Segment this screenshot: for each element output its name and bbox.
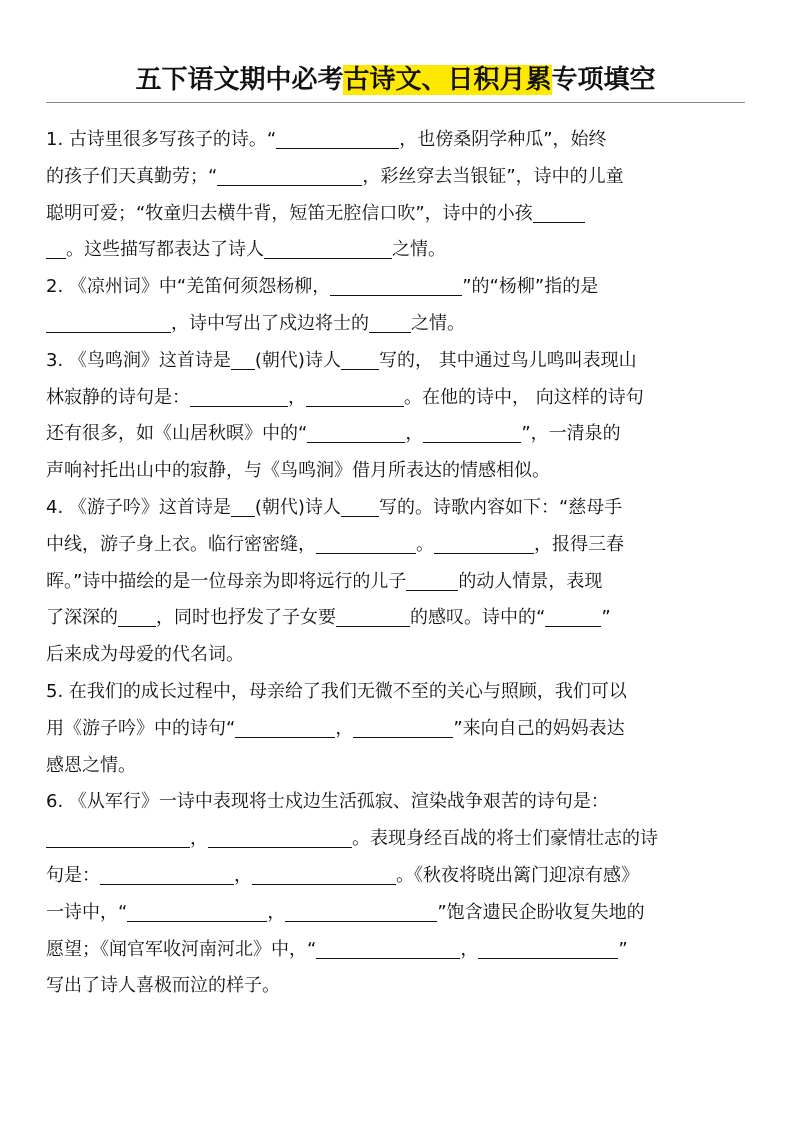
fill-in-blank[interactable] <box>341 492 379 517</box>
line-text: ，彩丝穿去当银钲”，诗中的儿童 <box>362 165 624 187</box>
line-text: 。这些描写都表达了诗人 <box>66 239 264 261</box>
fill-in-blank[interactable] <box>478 934 618 959</box>
text-line <box>46 269 746 306</box>
line-text: 中线，游子身上衣。临行密密缝， <box>46 533 316 555</box>
line-text: 。表现身经百战的将士们豪情壮志的诗 <box>352 828 658 850</box>
text-line <box>46 343 746 380</box>
line-text: 6. 《从军行》一诗中表现将士戍边生活孤寂、渲染战争艰苦的诗句是： <box>46 791 609 813</box>
fill-in-blank[interactable] <box>316 529 416 554</box>
fill-in-blank[interactable] <box>231 492 255 517</box>
text-line <box>46 232 746 269</box>
fill-in-blank[interactable] <box>353 713 453 738</box>
line-text: ” <box>618 938 628 960</box>
line-text: 用《游子吟》中的诗句“ <box>46 717 236 739</box>
text-line <box>46 932 746 969</box>
line-text: ”的“杨柳”指的是 <box>462 276 599 298</box>
fill-in-blank[interactable] <box>330 271 462 296</box>
page-title <box>135 60 655 100</box>
title-part-1: 五下语文期中必考 <box>135 65 344 95</box>
line-text: ，报得三春 <box>534 533 624 555</box>
text-line <box>46 968 746 1005</box>
fill-in-blank[interactable] <box>341 345 379 370</box>
text-line <box>46 453 746 490</box>
text-line <box>46 490 746 527</box>
fill-in-blank[interactable] <box>423 418 521 443</box>
title-highlight: 古诗文、日积月累 <box>343 65 552 95</box>
line-text: 写出了诗人喜极而泣的样子。 <box>46 975 280 997</box>
fill-in-blank[interactable] <box>264 234 392 259</box>
fill-in-blank[interactable] <box>252 860 396 885</box>
line-text: ”，一清泉的 <box>521 423 621 445</box>
line-text: 还有很多，如《山居秋暝》中的“ <box>46 423 308 445</box>
line-text: 3. 《鸟鸣涧》这首诗是 <box>46 349 231 371</box>
line-text: ， <box>190 828 208 850</box>
line-text: 句是： <box>46 864 100 886</box>
text-line <box>46 416 746 453</box>
line-text: ，同时也抒发了子女要 <box>156 607 336 629</box>
title-part-2: 专项填空 <box>551 65 656 95</box>
line-text: 。在他的诗中， 向这样的诗句 <box>404 386 644 408</box>
text-line <box>46 159 746 196</box>
text-line <box>46 196 746 233</box>
line-text: ， <box>288 386 306 408</box>
fill-in-blank[interactable] <box>545 602 601 627</box>
fill-in-blank[interactable] <box>307 418 405 443</box>
text-line <box>46 784 746 821</box>
line-text: ”来向自己的妈妈表达 <box>453 717 625 739</box>
fill-in-blank[interactable] <box>369 308 411 333</box>
text-line <box>46 637 746 674</box>
line-text: 了深深的 <box>46 607 118 629</box>
line-text: 4. 《游子吟》这首诗是 <box>46 496 231 518</box>
fill-in-blank[interactable] <box>118 602 156 627</box>
fill-in-blank[interactable] <box>46 823 190 848</box>
line-text: ， <box>267 901 286 923</box>
line-text: (朝代)诗人 <box>254 496 341 518</box>
line-text: 感恩之情。 <box>46 754 136 776</box>
fill-in-blank[interactable] <box>316 934 460 959</box>
text-line <box>46 564 746 601</box>
line-text: ，也傍桑阴学种瓜”，始终 <box>399 129 607 150</box>
line-text: ”饱含遗民企盼收复失地的 <box>437 901 645 923</box>
line-text: 5. 在我们的成长过程中，母亲给了我们无微不至的关心与照顾，我们可以 <box>46 680 627 702</box>
text-line <box>46 711 746 748</box>
fill-in-blank[interactable] <box>235 713 335 738</box>
line-text: 后来成为母爱的代名词。 <box>46 644 244 666</box>
fill-in-blank[interactable] <box>306 382 404 407</box>
fill-in-blank[interactable] <box>46 234 66 259</box>
line-text: 。 <box>416 533 434 555</box>
line-text: ， <box>335 717 354 739</box>
fill-in-blank[interactable] <box>406 566 458 591</box>
line-text: 1. 古诗里很多写孩子的诗。“ <box>46 129 277 150</box>
worksheet-body <box>46 122 746 1005</box>
line-text: 林寂静的诗句是： <box>46 386 190 408</box>
text-line <box>46 380 746 417</box>
text-line <box>46 748 746 785</box>
line-text: 的孩子们天真勤劳；“ <box>46 165 218 187</box>
fill-in-blank[interactable] <box>190 382 288 407</box>
fill-in-blank[interactable] <box>231 345 255 370</box>
line-text: 之情。 <box>411 312 465 334</box>
text-line <box>46 122 746 159</box>
line-text: ，诗中写出了戍边将士的 <box>171 312 369 334</box>
fill-in-blank[interactable] <box>336 602 410 627</box>
fill-in-blank[interactable] <box>217 161 362 186</box>
line-text: 的动人情景，表现 <box>458 570 603 592</box>
text-line <box>46 674 746 711</box>
line-text: 。《秋夜将晓出篱门迎凉有感》 <box>396 864 639 886</box>
fill-in-blank[interactable] <box>533 198 585 223</box>
line-text: 2. 《凉州词》中“羌笛何须怨杨柳， <box>46 276 331 298</box>
fill-in-blank[interactable] <box>434 529 534 554</box>
line-text: ， <box>234 864 252 886</box>
line-text: 声响衬托出山中的寂静，与《鸟鸣涧》借月所表达的情感相似。 <box>46 460 550 482</box>
fill-in-blank[interactable] <box>276 124 399 149</box>
line-text: 写的。诗歌内容如下：“慈母手 <box>378 496 623 518</box>
line-text: 聪明可爱；“牧童归去横牛背，短笛无腔信口吹”，诗中的小孩 <box>46 202 533 224</box>
fill-in-blank[interactable] <box>100 860 234 885</box>
line-text: 之情。 <box>392 239 446 261</box>
line-text: 晖。”诗中描绘的是一位母亲为即将远行的儿子 <box>46 570 407 592</box>
text-line <box>46 306 746 343</box>
fill-in-blank[interactable] <box>46 308 171 333</box>
line-text: ， <box>405 423 424 445</box>
line-text: 写的， 其中通过鸟儿鸣叫表现山 <box>378 349 637 371</box>
text-line <box>46 821 746 858</box>
line-text: 的感叹。诗中的“ <box>410 607 546 629</box>
text-line <box>46 527 746 564</box>
text-line <box>46 858 746 895</box>
text-line <box>46 600 746 637</box>
line-text: 愿望；《闻官军收河南河北》中，“ <box>46 938 317 960</box>
line-text: 一诗中，“ <box>46 901 128 923</box>
title-bar <box>46 60 745 103</box>
line-text: (朝代)诗人 <box>254 349 341 371</box>
fill-in-blank[interactable] <box>127 897 267 922</box>
line-text: ， <box>460 938 479 960</box>
line-text: ” <box>601 607 611 629</box>
text-line <box>46 895 746 932</box>
fill-in-blank[interactable] <box>285 897 437 922</box>
fill-in-blank[interactable] <box>208 823 352 848</box>
